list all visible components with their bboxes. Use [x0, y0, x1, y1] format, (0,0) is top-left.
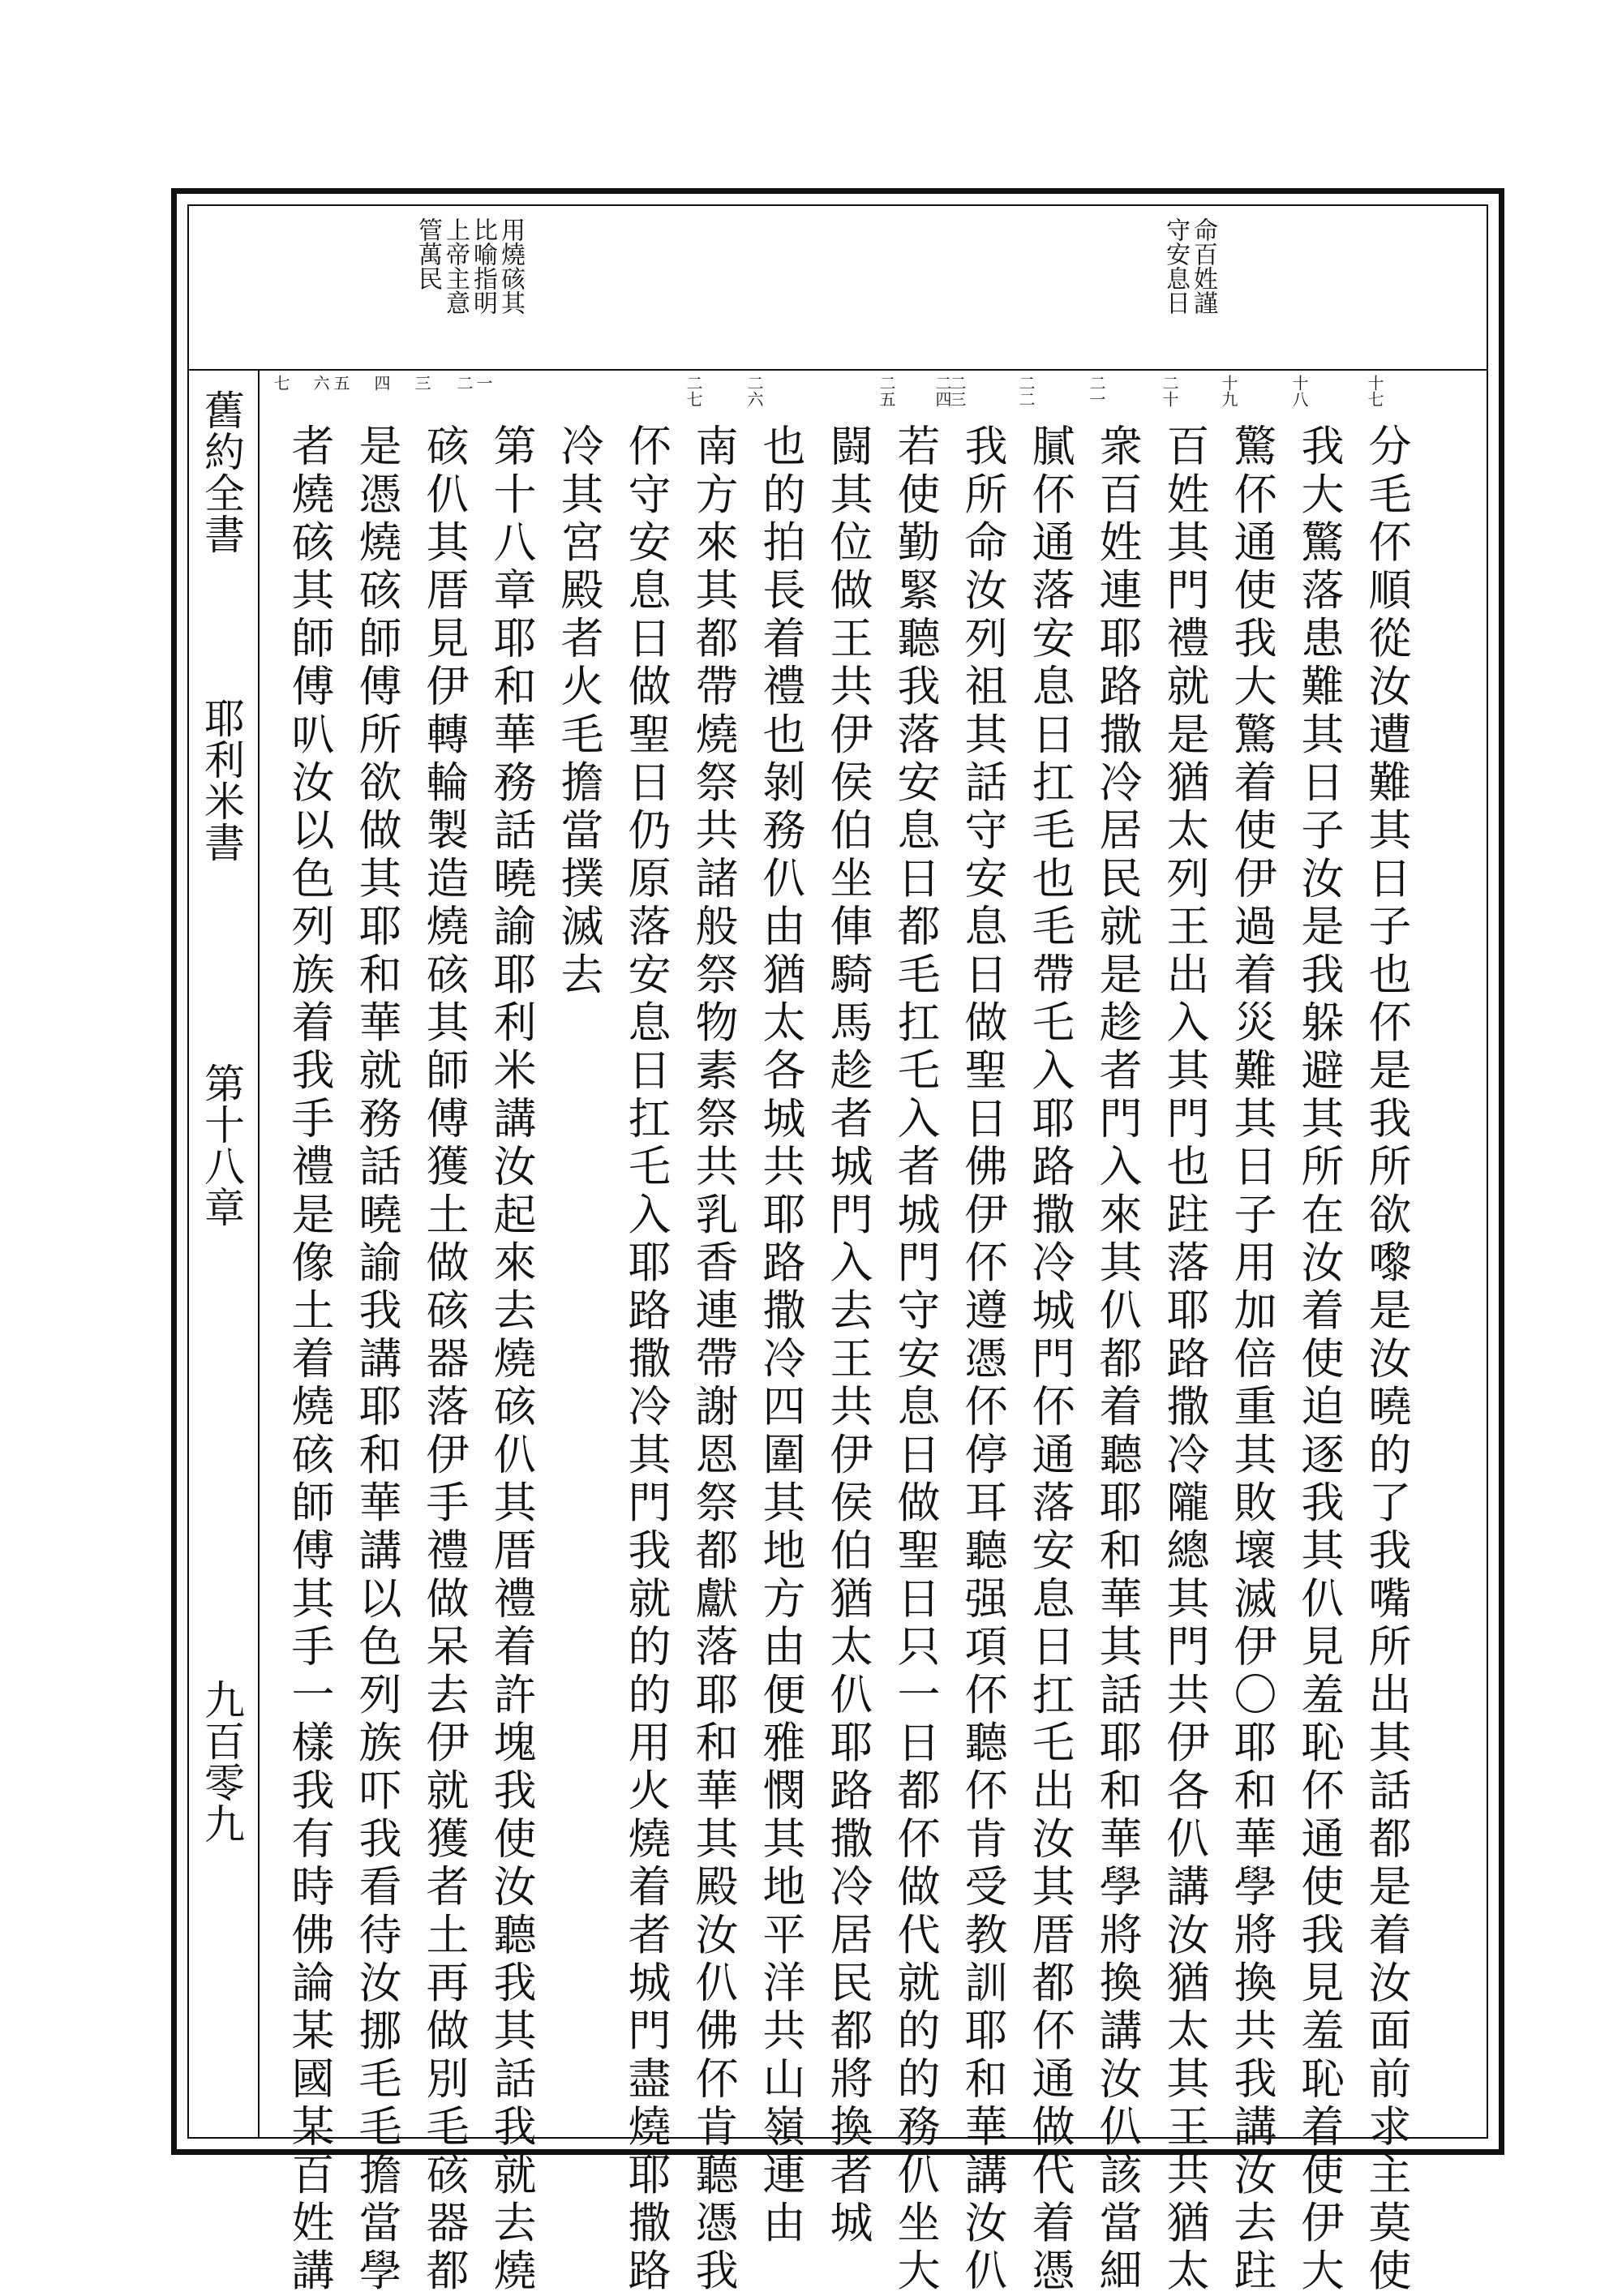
verse-number: 二二 [1016, 375, 1036, 407]
verse-number: 二五 [877, 375, 896, 407]
book-title: 舊約全書 [198, 389, 245, 555]
text-column: 驚伓通使我大驚着使伊過着災難其日子用加倍重其敗壞滅伊〇耶和華學將換共我講汝去跓 [1227, 423, 1276, 2296]
text-column: 百姓其門禮就是猶太列王出入其門也跓落耶路撒冷隴總其門共伊各仈講汝猶太其王共猶太 [1160, 423, 1209, 2296]
verse-number: 十七 [1365, 375, 1384, 407]
chapter-title: 第十八章 [198, 1062, 245, 1228]
verse-number: 二四 [933, 375, 952, 407]
verse-number: 二十 [1160, 375, 1179, 407]
text-column: 膩伓通落安息日扛毛也毛帶乇入耶路撒冷城門伓通落安息日扛乇出汝其厝都伓通做代着憑 [1025, 423, 1075, 2296]
top-note: 用燒硋其 [496, 217, 525, 315]
text-column: 是憑燒硋師傅所欲做其耶和華就務話曉諭我講耶和華講以色列族吓我看待汝挪毛毛擔當學 [352, 423, 401, 2296]
verse-number: 五 [331, 375, 350, 391]
page-number: 九百零九 [198, 1679, 245, 1844]
top-note: 守安息日 [1161, 217, 1190, 315]
top-note: 上帝主意 [441, 217, 470, 315]
verse-number: 七 [271, 375, 290, 391]
verse-number: 一 [474, 375, 493, 391]
text-column: 分毛伓順從汝遭難其日子也伓是我所欲嚟是汝曉的了我嘴所出其話都是着汝面前求主莫使 [1362, 423, 1411, 2296]
verse-number: 十九 [1219, 375, 1238, 407]
verse-number: 二 [454, 375, 474, 391]
text-column: 伓守安息日做聖日仍原落安息日扛乇入耶路撒冷其門我就的的用火燒着者城門盡燒耶撒路 [621, 423, 671, 2296]
top-note: 命百姓謹 [1189, 217, 1217, 315]
text-column: 者燒硋其師傅叭汝以色列族着我手禮是像土着燒硋師傅其手一樣我有時佛論某國某百姓講 [285, 423, 334, 2296]
text-column: 硋仈其厝見伊轉輪製造燒硋其師傅獲土做硋器落伊手禮做呆去伊就獲者土再做別毛硋器都 [419, 423, 469, 2296]
text-column: 我所命汝列祖其話守安息日做聖日佛伊伓遵憑伓停耳聽强項伓聽伓肯受教訓耶和華講汝仈 [958, 423, 1007, 2296]
verse-number: 三 [412, 375, 431, 391]
verse-number: 四 [371, 375, 391, 391]
text-column: 若使勤緊聽我落安息日都毛扛乇入者城門守安息日做聖日只一日都伓做代就的的務仈坐大 [890, 423, 940, 2296]
top-note: 管萬民 [414, 217, 442, 290]
text-column: 也的拍長着禮也剝務仈由猶太各城共耶路撒冷四圍其地方由便雅憫其地平洋共山嶺連由 [756, 423, 805, 2248]
header-divider [187, 369, 1488, 371]
text-column: 我大驚落患難其日子汝是我躲避其所在汝着使迫逐我其仈見羞恥伓通使我見羞恥着使伊大 [1294, 423, 1344, 2296]
margin-divider [258, 369, 260, 2139]
verse-number: 二七 [684, 375, 703, 407]
section-title: 耶利米書 [198, 697, 245, 863]
verse-number: 十八 [1289, 375, 1309, 407]
text-column: 衆百姓連耶路撒冷居民就是趁者門入來其仈都着聽耶和華其話耶和華學將換講汝仈該當細 [1092, 423, 1142, 2296]
verse-number: 二三 [947, 375, 967, 407]
verse-number: 二六 [744, 375, 764, 407]
text-column: 第十八章耶和華務話曉諭耶利米講汝起來去燒硋仈其厝禮着許塊我使汝聽我其話我就去燒 [487, 423, 536, 2296]
verse-number: 六 [311, 375, 330, 391]
text-column: 冷其宮殿者火毛擔當撲滅去 [554, 423, 603, 1000]
top-note: 比喻指明 [469, 217, 497, 315]
text-column: 闘其位做王共伊侯伯坐俥騎馬趁者城門入去王共伊侯伯猶太仈耶路撒冷居民都將換者城 [823, 423, 873, 2248]
text-column: 南方來其都帶燒祭共諸般祭物素祭共乳香連帶謝恩祭都獻落耶和華其殿汝仈佛伓肯聽憑我 [689, 423, 738, 2296]
verse-number: 二一 [1087, 375, 1106, 407]
